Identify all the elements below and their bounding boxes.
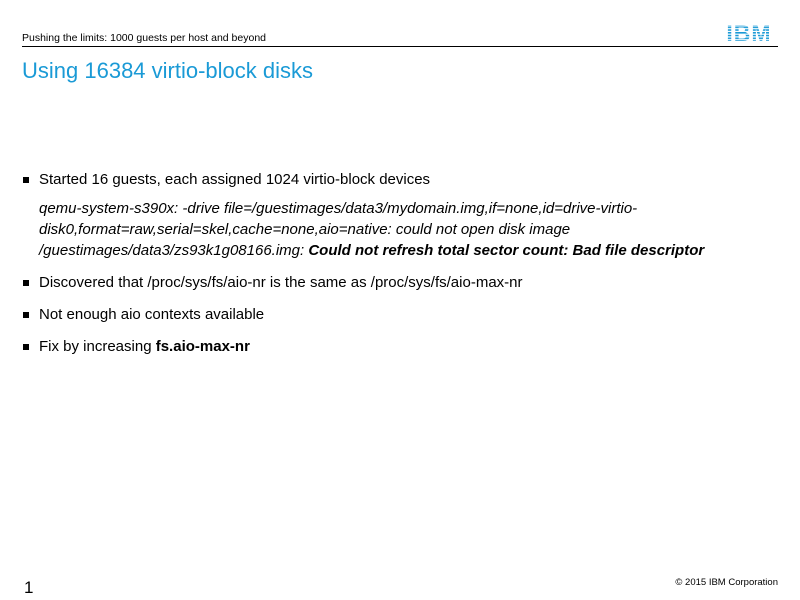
error-message — [22, 198, 762, 261]
error-line-1: qemu-system-s390x: -drive file=/guestimages/data3/mydomain.img,if=none,id=drive-virtio- — [39, 200, 638, 217]
bullet-marker — [23, 280, 29, 286]
slide-content — [22, 170, 762, 369]
bullet-item — [22, 170, 762, 190]
error-bold-text: Could not refresh total sector count: Bad file descriptor — [308, 242, 705, 259]
page-number: 1 — [24, 578, 34, 597]
bullet-text: Discovered that /proc/sys/fs/aio-nr is the same as /proc/sys/fs/aio-max-nr — [39, 274, 523, 291]
error-line-3: /guestimages/data3/zs93k1g08166.img: — [39, 242, 309, 259]
ibm-logo — [721, 21, 777, 43]
bullet-item — [22, 273, 762, 293]
bullet-item — [22, 305, 762, 325]
bullet-text-bold: fs.aio-max-nr — [155, 338, 250, 355]
bullet-marker — [23, 344, 29, 350]
bullet-marker — [23, 177, 29, 183]
error-line-2: disk0,format=raw,serial=skel,cache=none,aio=native: could not open disk image — [39, 221, 571, 238]
bullet-marker — [23, 312, 29, 318]
header-divider — [22, 46, 778, 47]
bullet-text-prefix: Fix by increasing — [39, 338, 156, 355]
bullet-text: Not enough aio contexts available — [39, 306, 265, 323]
bullet-item — [22, 337, 762, 357]
header-title: Pushing the limits: 1000 guests per host and beyond — [22, 32, 266, 44]
slide-title: Using 16384 virtio-block disks — [22, 58, 314, 83]
copyright: © 2015 IBM Corporation — [675, 577, 778, 588]
bullet-text: Started 16 guests, each assigned 1024 virtio-block devices — [39, 171, 431, 188]
